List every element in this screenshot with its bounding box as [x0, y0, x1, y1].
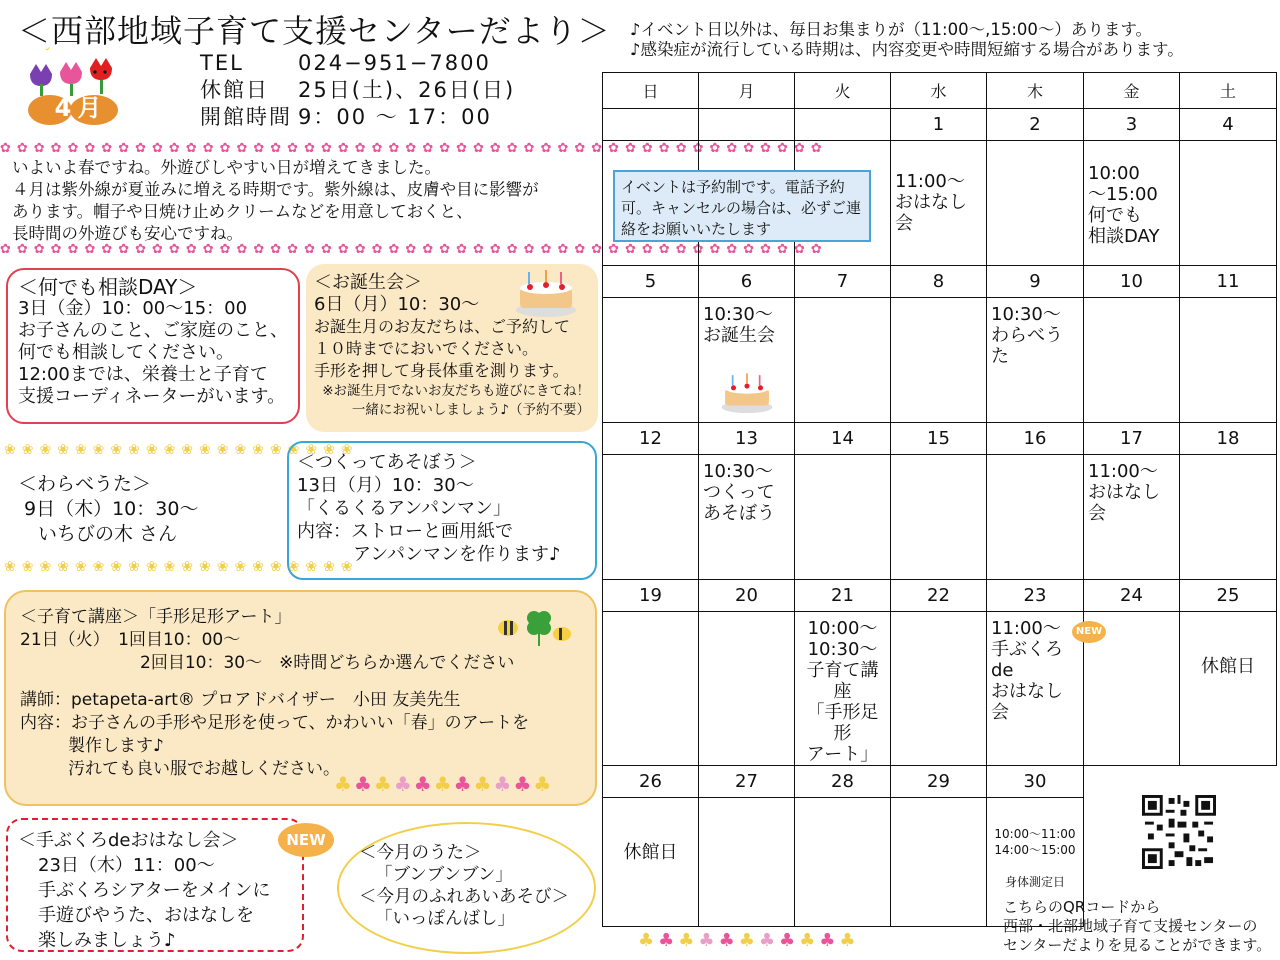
calendar-day-cell	[891, 798, 987, 927]
date-number: 28	[795, 766, 891, 798]
closed-days: 25日(土)、26日(日)	[298, 78, 516, 102]
date-number: 1	[891, 109, 987, 141]
date-number: 20	[699, 580, 795, 612]
calendar-event: 10:30〜 つくって あそぼう	[703, 461, 775, 524]
birthday-line: １０時までにおいでください。	[314, 339, 539, 358]
calendar-day-cell	[891, 455, 987, 580]
birthday-note: 一緒にお祝いしましょう♪（予約不要）	[351, 402, 590, 418]
lecture-date: 21日（火）	[20, 630, 102, 650]
calendar-day-cell	[603, 612, 699, 766]
bee-clover-icon	[494, 604, 574, 650]
intro-line: あります。帽子や日焼け止めクリームなどを用意しておくと、	[12, 202, 473, 221]
event-row	[603, 298, 1277, 423]
lecture-content: 製作します♪	[68, 736, 164, 756]
birthday-note: ※お誕生月でないお友だちも遊びにきてね！	[322, 383, 590, 399]
date-number: 16	[987, 423, 1084, 455]
date-number	[699, 109, 795, 141]
lecture-slot: 1回目10：00〜	[118, 630, 241, 650]
warabeuta-performer: いちびの木 さん	[38, 523, 178, 545]
craft-box	[287, 441, 597, 580]
birthday-heading: ＜お誕生会＞	[314, 272, 422, 293]
calendar-event	[1180, 298, 1276, 304]
date-number: 9	[987, 266, 1084, 298]
intro-line: いよいよ春ですね。外遊びしやすい日が増えてきました。	[12, 158, 441, 177]
yellow-flower-row: ❀❀❀❀❀❀❀❀❀❀❀❀❀❀❀❀❀❀❀❀	[4, 442, 359, 458]
date-number: 2	[987, 109, 1084, 141]
glove-story-line: 楽しみましょう♪	[38, 930, 176, 951]
weekday-label: 土	[1180, 73, 1277, 109]
tulip-row: ♣♣♣♣♣♣♣♣♣♣♣	[638, 930, 860, 951]
cake-icon	[720, 370, 774, 414]
craft-theme: 「くるくるアンパンマン」	[297, 498, 512, 519]
date-number: 7	[795, 266, 891, 298]
date-number: 26	[603, 766, 699, 798]
date-number: 11	[1180, 266, 1277, 298]
calendar-note: ♪イベント日以外は、毎日お集まりが（11:00〜,15:00〜）あります。	[630, 20, 1153, 39]
tel-label: TEL	[200, 51, 244, 75]
new-badge: NEW	[278, 823, 334, 857]
calendar-day-cell	[1180, 298, 1277, 423]
calendar-day-cell	[1084, 455, 1180, 580]
date-number: 13	[699, 423, 795, 455]
calendar-event	[795, 298, 890, 304]
qr-note-line: 西部・北部地域子育て支援センターの	[1003, 917, 1258, 935]
date-number: 21	[795, 580, 891, 612]
calendar-day-cell	[1180, 612, 1277, 766]
intro-text	[12, 157, 597, 245]
date-number: 17	[1084, 423, 1180, 455]
calendar-day-cell	[1084, 141, 1180, 266]
calendar-event	[891, 612, 986, 618]
calendar-event	[795, 798, 890, 804]
date-number	[1084, 766, 1180, 798]
lecture-slot: 2回目10：30〜	[140, 653, 263, 673]
lecture-heading: ＜子育て講座＞「手形足形アート」	[20, 607, 292, 627]
date-number: 19	[603, 580, 699, 612]
date-number: 22	[891, 580, 987, 612]
calendar-event	[603, 455, 698, 461]
calendar-event	[699, 612, 794, 618]
qr-code[interactable]	[1142, 795, 1216, 869]
calendar-day-cell	[603, 298, 699, 423]
date-number	[603, 109, 699, 141]
calendar-day-cell	[699, 798, 795, 927]
calendar-event	[1180, 141, 1276, 171]
event-row	[603, 612, 1277, 766]
opening-hours: 9：00 〜 17：00	[298, 105, 492, 129]
calendar-event	[603, 612, 698, 618]
event-row	[603, 455, 1277, 580]
calendar-event	[603, 298, 698, 304]
calendar-event	[891, 455, 986, 461]
date-number-row	[603, 766, 1277, 798]
consultation-line: 3日（金）10：00〜15：00	[18, 298, 248, 319]
date-number-row	[603, 266, 1277, 298]
consultation-line: お子さんのこと、ご家庭のこと、	[18, 320, 288, 341]
glove-story-heading: ＜手ぶくろdeおはなし会＞	[18, 830, 239, 851]
date-number: 10	[1084, 266, 1180, 298]
date-number: 18	[1180, 423, 1277, 455]
glove-story-box	[6, 818, 304, 952]
glove-story-line: 手遊びやうた、おはなしを	[38, 905, 254, 926]
calendar-note: ♪感染症が流行している時期は、内容変更や時間短縮する場合があります。	[630, 40, 1184, 59]
calendar-event	[795, 141, 890, 171]
date-number: 4	[1180, 109, 1277, 141]
calendar-event: 11:00〜 手ぶくろde おはなし会	[991, 618, 1063, 723]
tulip-row: ♣♣♣♣♣♣♣♣♣♣♣	[334, 772, 554, 796]
date-number: 8	[891, 266, 987, 298]
date-number: 15	[891, 423, 987, 455]
calendar-event: 10:00 〜15:00 何でも 相談DAY	[1088, 163, 1160, 247]
qr-note-line: センターだよりを見ることができます。	[1003, 936, 1272, 954]
weekday-label: 日	[603, 73, 699, 109]
lecture-slot-note: ※時間どちらか選んでください	[279, 653, 515, 673]
craft-content: アンパンマンを作ります♪	[353, 544, 561, 565]
qr-note-line: こちらのQRコードから	[1003, 898, 1161, 916]
yellow-flower-row: ❀❀❀❀❀❀❀❀❀❀❀❀❀❀❀❀❀❀❀❀	[4, 559, 359, 575]
date-number: 14	[795, 423, 891, 455]
calendar-day-cell	[1180, 455, 1277, 580]
birthday-line: お誕生月のお友だちは、ご予約して	[314, 317, 571, 336]
calendar-event: 10:30〜 わらべうた	[991, 304, 1063, 367]
calendar-event: 休館日	[1201, 656, 1255, 677]
weekday-label: 木	[987, 73, 1084, 109]
lecture-content: 内容：お子さんの手形や足形を使って、かわいい「春」のアートを	[20, 713, 530, 733]
calendar-day-cell	[795, 298, 891, 423]
calendar-event	[1084, 298, 1179, 304]
calendar-day-cell	[699, 612, 795, 766]
closed-label: 休館日	[200, 78, 269, 102]
calendar-day-cell	[987, 298, 1084, 423]
date-number	[795, 109, 891, 141]
calendar-day-cell	[1084, 298, 1180, 423]
lecture-lecturer: 講師：petapeta-art® プロアドバイザー 小田 友美先生	[20, 690, 461, 710]
date-number: 23	[987, 580, 1084, 612]
flower-divider-top: ✿✿✿✿✿✿✿✿✿✿✿✿✿✿✿✿✿✿✿✿✿✿✿✿✿✿✿✿✿✿✿✿✿✿✿✿✿✿✿✿✿✿✿✿✿✿✿✿✿	[0, 141, 828, 156]
tel-number: 024−951−7800	[298, 51, 491, 75]
warabeuta-time: 9日（木）10：30〜	[24, 498, 199, 520]
weekday-header-row	[603, 73, 1277, 109]
qr-note	[1003, 898, 1271, 955]
consultation-line: 12:00までは、栄養士と子育て	[18, 364, 268, 385]
date-number-row	[603, 109, 1277, 141]
new-badge: NEW	[1072, 621, 1106, 643]
warabeuta-heading: ＜わらべうた＞	[18, 473, 152, 495]
glove-story-line: 手ぶくろシアターをメインに	[38, 880, 271, 901]
play-title: 「いっぽんばし」	[375, 909, 515, 929]
calendar-event	[891, 798, 986, 804]
intro-line: 長時間の外遊びも安心ですね。	[12, 224, 243, 243]
hours-label: 開館時間	[200, 105, 292, 129]
calendar-event	[987, 141, 1083, 171]
warabeuta-section	[18, 472, 198, 547]
weekday-label: 金	[1084, 73, 1180, 109]
date-number: 30	[987, 766, 1084, 798]
calendar-day-cell	[891, 612, 987, 766]
weekday-label: 月	[699, 73, 795, 109]
date-number: 3	[1084, 109, 1180, 141]
calendar-event: 11:00〜 おはなし会	[895, 171, 967, 234]
calendar-event: 10:00〜 10:30〜 子育て講座 「手形足形 アート」	[806, 618, 879, 765]
date-number: 6	[699, 266, 795, 298]
birthday-time: 6日（月）10：30〜	[314, 294, 480, 315]
weekday-label: 水	[891, 73, 987, 109]
date-number	[1180, 766, 1277, 798]
date-number-row	[603, 580, 1277, 612]
calendar-event: 10:00〜11:00 14:00〜15:00 身体測定日	[994, 827, 1076, 889]
calendar-day-cell	[891, 141, 987, 266]
monthly-song-box	[337, 822, 596, 954]
glove-story-time: 23日（木）11：00〜	[38, 855, 215, 876]
birthday-line: 手形を押して身長体重を測ります。	[314, 361, 569, 380]
calendar-day-cell	[987, 455, 1084, 580]
calendar-event	[1084, 612, 1179, 618]
consultation-box	[6, 268, 300, 424]
calendar-day-cell	[1180, 141, 1277, 266]
calendar-event: 休館日	[623, 842, 678, 863]
intro-line: ４月は紫外線が夏並みに増える時期です。紫外線は、皮膚や目に影響が	[12, 180, 539, 199]
calendar-day-cell	[795, 612, 891, 766]
calendar-event	[987, 455, 1083, 461]
craft-heading: ＜つくってあそぼう＞	[297, 452, 477, 473]
date-number: 5	[603, 266, 699, 298]
date-number: 27	[699, 766, 795, 798]
date-number: 24	[1084, 580, 1180, 612]
header-info	[200, 50, 515, 131]
calendar-day-cell	[795, 455, 891, 580]
calendar-event	[795, 455, 890, 461]
calendar-notes	[630, 20, 1184, 60]
craft-time: 13日（月）10：30〜	[297, 475, 474, 496]
calendar-day-cell	[987, 141, 1084, 266]
date-number: 25	[1180, 580, 1277, 612]
flower-divider-bottom: ✿✿✿✿✿✿✿✿✿✿✿✿✿✿✿✿✿✿✿✿✿✿✿✿✿✿✿✿✿✿✿✿✿✿✿✿✿✿✿✿✿✿✿✿✿✿✿✿✿	[0, 242, 828, 257]
calendar-day-cell	[987, 612, 1084, 766]
song-title: 「ブンブンブン」	[375, 865, 513, 885]
calendar-event	[891, 298, 986, 304]
consultation-heading: ＜何でも相談DAY＞	[18, 275, 198, 299]
calendar-day-cell	[603, 455, 699, 580]
calendar-day-cell	[603, 798, 699, 927]
calendar-event	[1180, 455, 1276, 461]
calendar-day-cell	[891, 298, 987, 423]
consultation-line: 支援コーディネーターがいます。	[18, 386, 286, 407]
play-heading: ＜今月のふれあいあそび＞	[359, 887, 569, 907]
song-heading: ＜今月のうた＞	[359, 843, 482, 863]
calendar-event	[699, 141, 794, 171]
month-label: 4月	[54, 94, 108, 122]
date-number-row	[603, 423, 1277, 455]
calendar-day-cell	[795, 798, 891, 927]
calendar-event: 10:30〜 お誕生会	[703, 304, 775, 346]
calendar-event	[699, 798, 794, 804]
calendar-day-cell	[699, 455, 795, 580]
craft-content: 内容：ストローと画用紙で	[297, 521, 513, 542]
date-number: 12	[603, 423, 699, 455]
date-number: 29	[891, 766, 987, 798]
calendar-event: 11:00〜 おはなし会	[1088, 461, 1160, 524]
reservation-notice: イベントは予約制です。電話予約可。キャンセルの場合は、必ずご連絡をお願いいたします	[613, 170, 871, 242]
lecture-content: 汚れても良い服でお越しください。	[68, 759, 340, 779]
page-title: ＜西部地域子育て支援センターだより＞	[18, 12, 611, 50]
weekday-label: 火	[795, 73, 891, 109]
cake-icon	[514, 266, 578, 318]
calendar-event	[603, 141, 698, 171]
consultation-line: 何でも相談してください。	[18, 342, 234, 363]
